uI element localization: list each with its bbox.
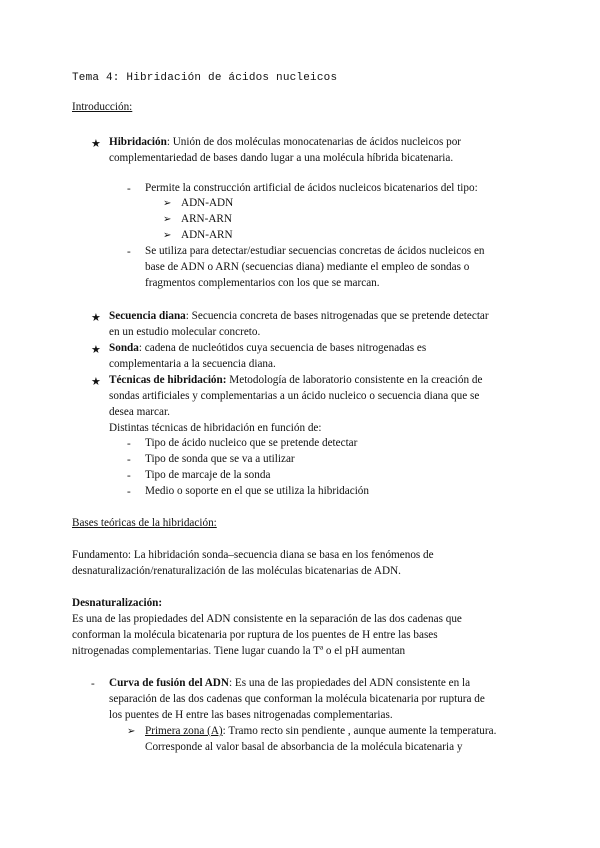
utiliza-line-2: base de ADN o ARN (secuencias diana) mediante el empleo de sondas o [145, 261, 470, 273]
secuencia-diana-term: Secuencia diana [109, 310, 186, 322]
tecnicas-line-2: sondas artificiales y complementarias a un ácido nucleico o secuencia diana que se [109, 390, 480, 402]
secuencia-diana-line-2: en un estudio molecular concreto. [109, 326, 261, 338]
tecnicas-term: Técnicas de hibridación: [109, 374, 227, 386]
curva-line-3: los puentes de H entre las bases nitrogenadas complementarias. [109, 709, 393, 721]
tecnicas-line-3: desea marcar. [109, 406, 170, 418]
sonda-term: Sonda [109, 342, 139, 354]
star-bullet-icon: ★ [91, 375, 101, 388]
section-heading-bases-teoricas: Bases teóricas de la hibridación: [72, 517, 217, 529]
curva-line-1: Curva de fusión del ADN: Es una de las propiedades del ADN consistente en la [109, 677, 471, 689]
arrow-bullet-icon: ➢ [163, 214, 172, 225]
fundamento-line-2: desnaturalización/renaturalización de las moléculas bicatenarias de ADN. [72, 565, 401, 577]
section-heading-introduccion: Introducción: [72, 101, 133, 113]
dash-bullet: - [91, 678, 95, 690]
desnaturalizacion-line-2: conforman la molécula bicatenaria por ruptura de los puentes de H entre las bases [72, 629, 438, 641]
dash-bullet: - [127, 470, 131, 482]
type-adn-arn: ADN-ARN [181, 229, 233, 241]
star-bullet-icon: ★ [91, 343, 101, 356]
star-bullet-icon: ★ [91, 311, 101, 324]
dash-bullet: - [127, 486, 131, 498]
curva-line-2: separación de las dos cadenas que conforman la molécula bicatenaria por ruptura de [109, 693, 485, 705]
hibridacion-definition-line-1: Hibridación: Unión de dos moléculas monocatenarias de ácidos nucleicos por [109, 136, 462, 148]
curva-term: Curva de fusión del ADN [109, 677, 229, 689]
primera-zona-label: Primera zona (A) [145, 725, 223, 737]
sonda-line-1: Sonda: cadena de nucleótidos cuya secuencia de bases nitrogenadas es [109, 342, 427, 354]
type-arn-arn: ARN-ARN [181, 213, 232, 225]
tecnicas-line-4: Distintas técnicas de hibridación en función de: [109, 422, 322, 434]
utiliza-line-3: fragmentos complementarios con los que se marcan. [145, 277, 380, 289]
fundamento-line-1: Fundamento: La hibridación sonda–secuencia diana se basa en los fenómenos de [72, 549, 434, 561]
desnaturalizacion-heading: Desnaturalización: [72, 597, 163, 609]
arrow-bullet-icon: ➢ [163, 198, 172, 209]
dash-bullet: - [127, 438, 131, 450]
tecnicas-line-1: Técnicas de hibridación: Metodología de laboratorio consistente en la creación de [109, 374, 483, 386]
permite-text: Permite la construcción artificial de ácidos nucleicos bicatenarios del tipo: [145, 182, 478, 194]
secuencia-diana-line-1: Secuencia diana: Secuencia concreta de bases nitrogenadas que se pretende detectar [109, 310, 489, 322]
desnaturalizacion-line-3: nitrogenadas complementarias. Tiene lugar cuando la Tª o el pH aumentan [72, 645, 406, 657]
primera-zona-line-1: Primera zona (A): Tramo recto sin pendiente , aunque aumente la temperatura. [145, 725, 497, 737]
arrow-bullet-icon: ➢ [127, 726, 136, 737]
dash-bullet: - [127, 246, 131, 258]
arrow-bullet-icon: ➢ [163, 230, 172, 241]
tecnicas-item: Tipo de marcaje de la sonda [145, 469, 271, 481]
utiliza-line-1: Se utiliza para detectar/estudiar secuencias concretas de ácidos nucleicos en [145, 245, 485, 257]
dash-bullet: - [127, 183, 131, 195]
page-title: Tema 4: Hibridación de ácidos nucleicos [72, 72, 338, 84]
dash-bullet: - [127, 454, 131, 466]
tecnicas-item: Tipo de sonda que se va a utilizar [145, 453, 295, 465]
tecnicas-item: Tipo de ácido nucleico que se pretende detectar [145, 437, 358, 449]
type-adn-adn: ADN-ADN [181, 197, 234, 209]
hibridacion-definition-line-2: complementariedad de bases dando lugar a una molécula híbrida bicatenaria. [109, 152, 454, 164]
hibridacion-term: Hibridación [109, 136, 167, 148]
desnaturalizacion-line-1: Es una de las propiedades del ADN consistente en la separación de las dos cadenas que [72, 613, 462, 625]
tecnicas-item: Medio o soporte en el que se utiliza la hibridación [145, 485, 369, 497]
primera-zona-line-2: Corresponde al valor basal de absorbancia de la molécula bicatenaria y [145, 741, 463, 753]
sonda-line-2: complementaria a la secuencia diana. [109, 358, 276, 370]
star-bullet-icon: ★ [91, 137, 101, 150]
